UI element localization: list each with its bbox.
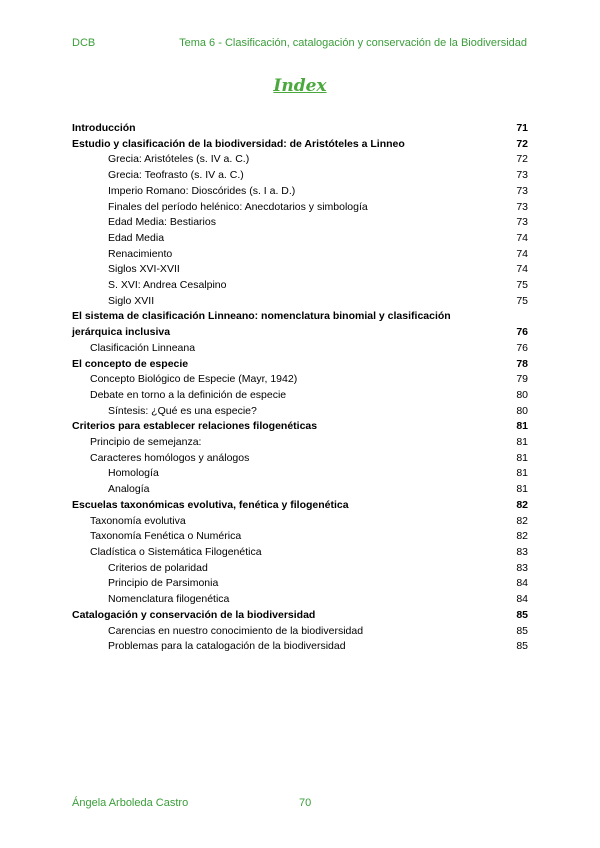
toc-entry[interactable] [72,529,528,545]
toc-entry-title: Edad Media [108,231,165,244]
toc-entry[interactable] [72,200,528,216]
toc-entry[interactable] [72,545,528,561]
toc-entry[interactable] [72,121,528,137]
toc-entry-title: Siglo XVII [108,294,155,307]
header-left: DCB [72,37,96,49]
header-right: Tema 6 - Clasificación, catalogación y conservación de la Biodiversidad [179,37,527,49]
toc-entry[interactable] [72,309,528,340]
toc-entry-title: Caracteres homólogos y análogos [90,451,250,464]
toc-entry-page: 71 [516,122,528,134]
toc-entry-page: 83 [516,561,528,574]
toc-entry[interactable] [72,372,528,388]
toc-entry-page: 76 [516,326,528,339]
page-title: Index [273,76,327,96]
toc-entry-title: Imperio Romano: Dioscórides (s. I a. D.) [108,184,296,197]
toc-entry-title: Homología [108,467,159,480]
toc-entry[interactable] [72,247,528,263]
toc-entry-title: Cladística o Sistemática Filogenética [90,545,262,558]
toc-entry-title: Edad Media: Bestiarios [108,216,216,229]
toc-entry[interactable] [72,152,528,168]
toc-entry-page: 75 [516,294,528,307]
toc-entry[interactable] [72,639,528,655]
toc-entry-page: 75 [516,279,528,292]
toc-entry-page: 81 [516,467,528,480]
toc-entry-page: 85 [516,624,528,637]
toc-entry-title: Debate en torno a la definición de especie [90,388,287,401]
toc-entry-title: Síntesis: ¿Qué es una especie? [108,404,257,417]
toc-entry[interactable] [72,294,528,310]
toc-entry-title: Finales del período helénico: Anecdotarios y simbología [108,200,368,213]
toc-entry-page: 78 [516,357,528,370]
toc-entry-page: 85 [516,608,528,621]
toc-entry-page: 73 [516,169,528,182]
toc-entry-page: 76 [516,341,528,354]
toc-entry-page: 83 [516,545,528,558]
footer-author: Ángela Arboleda Castro [72,797,189,809]
toc-entry-page: 80 [516,388,528,401]
toc-entry-page: 73 [516,184,528,197]
toc-entry-title: Grecia: Aristóteles (s. IV a. C.) [108,153,250,166]
toc-entry[interactable] [72,576,528,592]
toc-entry-title: Criterios de polaridad [108,561,208,574]
toc-entry-page: 81 [516,436,528,449]
toc-entry-title: Introducción [72,122,136,134]
toc-entry-title: Taxonomía evolutiva [90,514,186,527]
toc-entry-title: Problemas para la catalogación de la biodiversidad [108,640,346,653]
toc-entry-page: 74 [516,263,528,276]
toc-entry[interactable] [72,608,528,624]
toc-entry[interactable] [72,561,528,577]
toc-entry-title: Escuelas taxonómicas evolutiva, fenética y filogenética [72,498,349,511]
toc-entry-title: Siglos XVI-XVII [108,263,180,276]
toc-entry-title: Clasificación Linneana [90,341,196,354]
toc-entry[interactable] [72,514,528,530]
toc-entry[interactable] [72,435,528,451]
toc-entry-title: Carencias en nuestro conocimiento de la biodiversidad [108,624,364,637]
toc-entry-page: 72 [516,153,528,166]
toc-entry-title: Principio de Parsimonia [108,577,219,590]
toc-entry-title: Nomenclatura filogenética [108,593,230,606]
toc-entry[interactable] [72,404,528,420]
table-of-contents [72,121,528,655]
toc-entry-title: Analogía [108,483,150,496]
toc-entry-title: Estudio y clasificación de la biodiversidad: de Aristóteles a Linneo [72,137,405,150]
toc-entry-title: Taxonomía Fenética o Numérica [90,530,242,543]
toc-entry-page: 81 [516,451,528,464]
toc-entry[interactable] [72,215,528,231]
toc-entry-title: Criterios para establecer relaciones filogenéticas [72,420,318,433]
toc-entry-page: 82 [516,498,528,511]
toc-entry-page: 82 [516,514,528,527]
toc-entry[interactable] [72,482,528,498]
toc-entry-title: Catalogación y conservación de la biodiversidad [72,608,316,621]
toc-entry-page: 74 [516,231,528,244]
toc-entry[interactable] [72,419,528,435]
toc-entry-page: 72 [516,137,528,150]
toc-entry-page: 84 [516,593,528,606]
toc-entry-page: 81 [516,420,528,433]
toc-entry-title: El concepto de especie [72,357,189,370]
toc-entry-title: Principio de semejanza: [90,436,202,449]
toc-entry[interactable] [72,262,528,278]
toc-entry[interactable] [72,388,528,404]
toc-entry-title: S. XVI: Andrea Cesalpino [108,279,227,292]
toc-entry-page: 84 [516,577,528,590]
toc-entry[interactable] [72,278,528,294]
toc-entry-page: 73 [516,216,528,229]
footer-page-number: 70 [299,797,312,809]
toc-entry[interactable] [72,168,528,184]
toc-entry[interactable] [72,592,528,608]
toc-entry-title: Concepto Biológico de Especie (Mayr, 1942) [90,373,298,386]
toc-entry[interactable] [72,341,528,357]
toc-entry-page: 82 [516,530,528,543]
toc-entry[interactable] [72,624,528,640]
toc-entry-page: 81 [516,483,528,496]
toc-entry[interactable] [72,498,528,514]
toc-entry[interactable] [72,184,528,200]
toc-entry-title: Renacimiento [108,247,173,260]
toc-entry-page: 85 [516,640,528,653]
toc-entry[interactable] [72,451,528,467]
toc-entry[interactable] [72,466,528,482]
toc-entry[interactable] [72,137,528,153]
toc-entry-page: 74 [516,247,528,260]
toc-entry-page: 79 [516,373,528,386]
toc-entry-title: El sistema de clasificación Linneano: nomenclatura binomial y clasificación jerárquica inclusiva [72,310,451,339]
toc-entry-page: 73 [516,200,528,213]
toc-entry-page: 80 [516,404,528,417]
toc-entry-title: Grecia: Teofrasto (s. IV a. C.) [108,169,244,182]
toc-entry[interactable] [72,231,528,247]
toc-entry[interactable] [72,357,528,373]
